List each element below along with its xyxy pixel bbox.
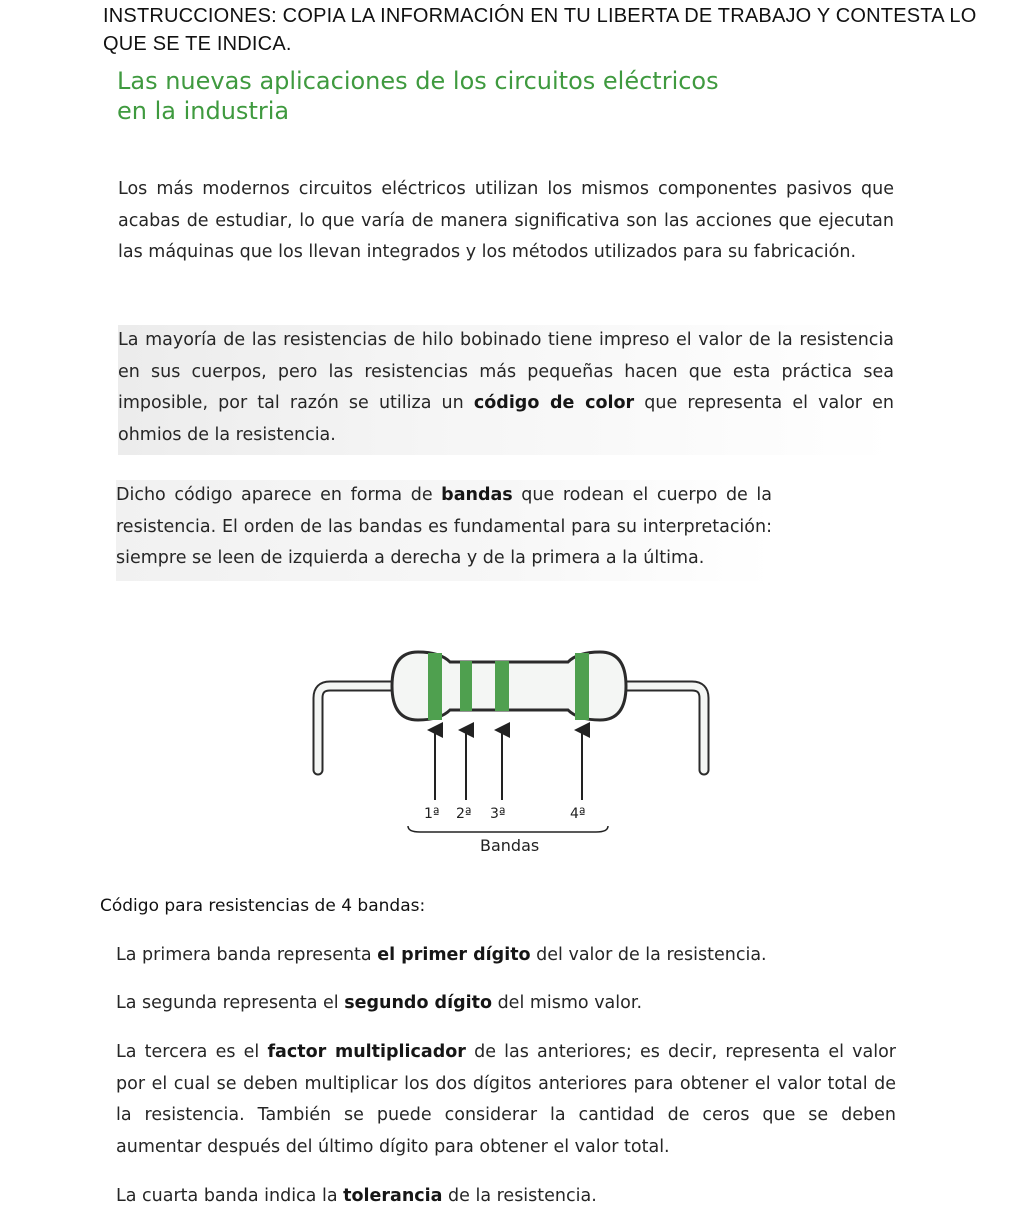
rule-third-band: [116, 1037, 896, 1163]
band-1: [428, 653, 442, 720]
right-lead: [620, 686, 704, 770]
resistor-diagram: [300, 640, 720, 870]
rule-fourth-band-text-a: La cuarta banda indica la: [116, 1186, 344, 1206]
rule-second-band: [116, 988, 896, 1020]
band-label-4: 4ª: [570, 806, 586, 822]
rule-first-band-text-a: La primera banda representa: [116, 945, 378, 965]
rule-second-band-bold: segundo dígito: [344, 993, 492, 1013]
rule-fourth-band-bold: tolerancia: [343, 1186, 443, 1206]
rule-first-band: [116, 940, 896, 972]
instructions-text: INSTRUCCIONES: COPIA LA INFORMACIÓN EN TU LIBERTA DE TRABAJO Y CONTESTA LO QUE SE TE INDICA.: [103, 5, 977, 55]
band-label-2: 2ª: [456, 806, 472, 822]
paragraph-modern-circuits: Los más modernos circuitos eléctricos utilizan los mismos componentes pasivos que acabas de estudiar, lo que varía de manera significativa son las acciones que ejecutan las máquinas que los llevan integrados y los métodos utilizados para su fabricación.: [118, 179, 894, 262]
section-title: [117, 66, 877, 126]
band-label-1: 1ª: [424, 806, 440, 822]
code-heading: Código para resistencias de 4 bandas:: [100, 896, 426, 916]
rule-third-band-text-b: de las anteriores; es decir, representa el valor por el cual se deben multiplicar los dos dígitos anteriores para obtener el valor total de la resistencia. También se puede considerar la cantidad de ceros que se deben aumentar después del último dígito para obtener el valor total.: [116, 1042, 896, 1157]
paragraph-bands-bold: bandas: [441, 485, 513, 505]
rule-second-band-text-b: del mismo valor.: [492, 993, 643, 1013]
rule-first-band-text-b: del valor de la resistencia.: [530, 945, 767, 965]
band-3: [495, 661, 509, 711]
band-label-3: 3ª: [490, 806, 506, 822]
rule-fourth-band-text-b: de la resistencia.: [442, 1186, 597, 1206]
paragraph-color-code-text-b: que representa el valor en ohmios de la resistencia.: [118, 393, 894, 445]
paragraph-color-code: [118, 325, 894, 455]
paragraph-bands-text-b: que rodean el cuerpo de la resistencia. El orden de las bandas es fundamental para su interpretación: siempre se leen de izquierda a derecha y de la primera a la última.: [116, 485, 772, 568]
rule-fourth-band: [116, 1181, 896, 1213]
rule-third-band-bold: factor multiplicador: [267, 1042, 466, 1062]
band-4: [575, 653, 589, 720]
rule-third-band-text-a: La tercera es el: [116, 1042, 268, 1062]
bandas-caption: Bandas: [480, 836, 540, 855]
band-2: [460, 661, 472, 711]
paragraph-bands: [116, 480, 772, 581]
paragraph-color-code-bold: código de color: [473, 393, 635, 413]
bandas-brace: [408, 826, 608, 832]
section-title-line2: en la industria: [117, 97, 290, 125]
paragraph-color-code-text-a: La mayoría de las resistencias de hilo bobinado tiene impreso el valor de la resistencia en sus cuerpos, pero las resistencias más pequeñas hacen que esta práctica sea imposible, por tal razón se utiliza un: [118, 330, 894, 413]
paragraph-bands-text-a: Dicho código aparece en forma de: [116, 485, 442, 505]
rule-second-band-text-a: La segunda representa el: [116, 993, 345, 1013]
rule-first-band-bold: el primer dígito: [377, 945, 531, 965]
section-title-line1: Las nuevas aplicaciones de los circuitos eléctricos: [117, 67, 719, 95]
left-lead: [318, 686, 398, 770]
